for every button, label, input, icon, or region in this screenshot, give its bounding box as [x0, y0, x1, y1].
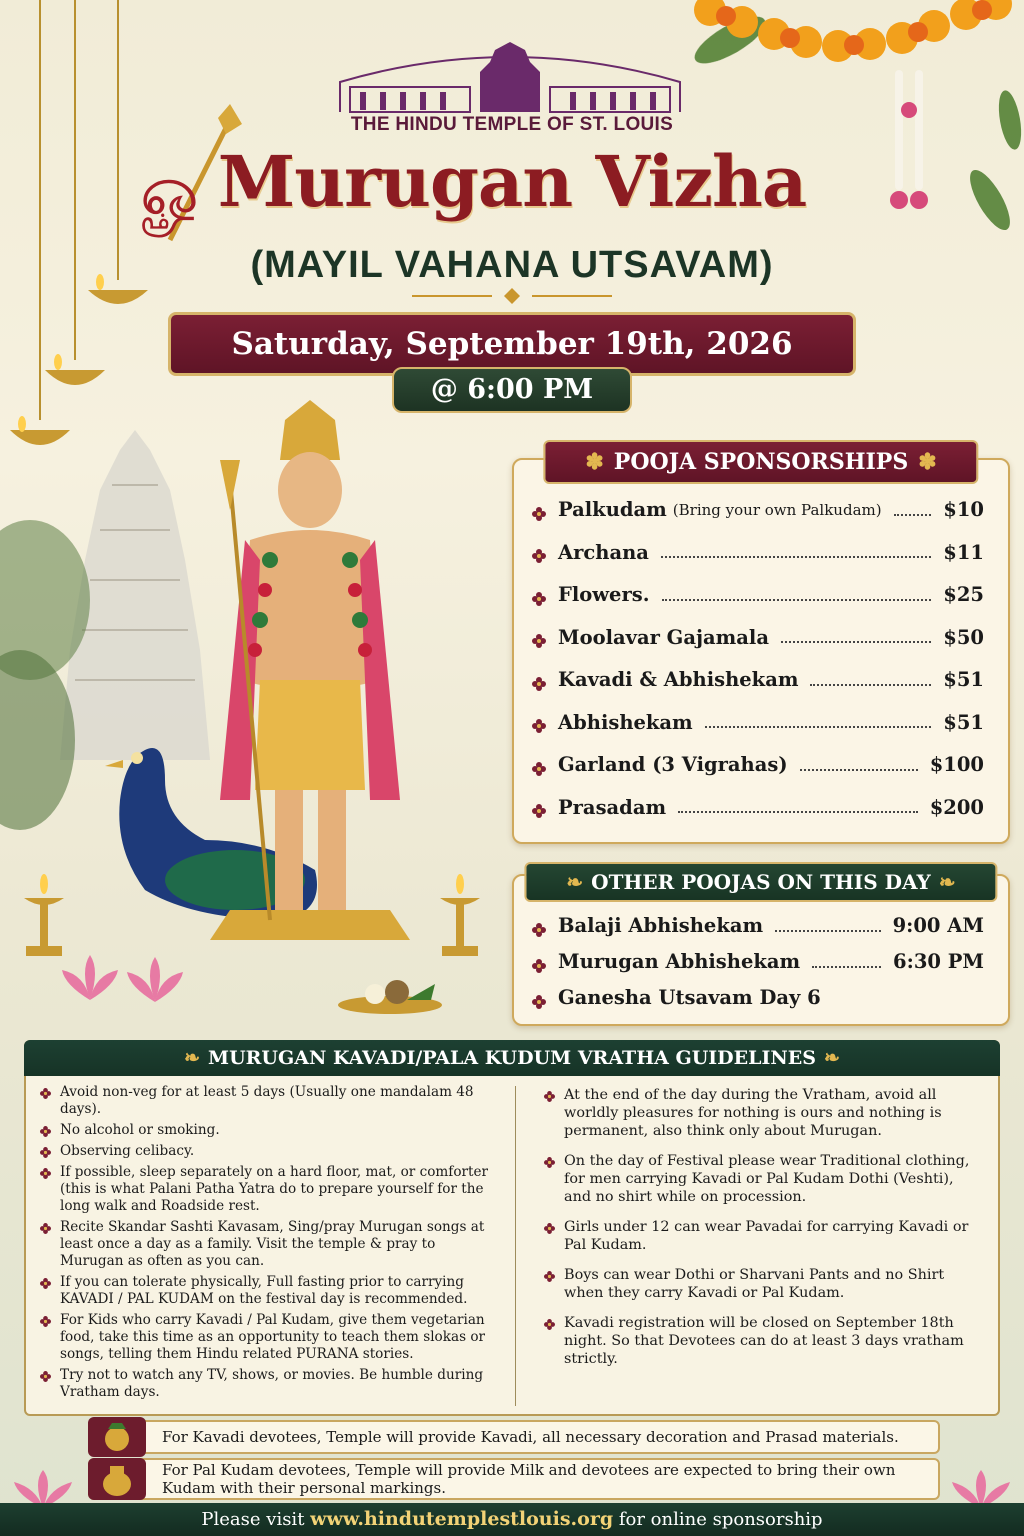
- flower-bullet-icon: [544, 1221, 555, 1232]
- other-heading-text: OTHER POOJAS ON THIS DAY: [591, 870, 931, 894]
- flower-bullet-icon: [40, 1315, 51, 1326]
- ornament-icon: ❧: [184, 1047, 201, 1069]
- guideline-text: If possible, sleep separately on a hard floor, mat, or comforter (this is what Palani Patha Yatra do to prepare yourself for the long walk and Roadside rest.: [60, 1164, 489, 1214]
- pooja-item-name: Palkudam: [558, 498, 667, 521]
- milk-pot-icon: [88, 1458, 146, 1500]
- guidelines-heading-text: MURUGAN KAVADI/PALA KUDUM VRATHA GUIDELINES: [208, 1047, 816, 1069]
- kalash-icon: [88, 1417, 146, 1457]
- offering-plate-icon: [335, 970, 445, 1015]
- guideline-text: If you can tolerate physically, Full fasting prior to carrying KAVADI / PAL KUDAM on the festival day is recommended.: [60, 1274, 468, 1307]
- pooja-sponsorships-panel: [512, 449, 1010, 844]
- flower-bullet-icon: [532, 758, 546, 772]
- pooja-item-name: Kavadi & Abhishekam: [558, 668, 799, 691]
- pooja-item: [514, 583, 1008, 606]
- flower-bullet-icon: [40, 1370, 51, 1381]
- pal-kudam-notice: [88, 1458, 940, 1500]
- pooja-item-price: $100: [929, 753, 984, 776]
- ornament-icon: ❧: [823, 1047, 840, 1069]
- guideline-item: [542, 1218, 982, 1254]
- flower-bullet-icon: [532, 800, 546, 814]
- guideline-item: [38, 1219, 503, 1270]
- murugan-deity-icon: [190, 400, 430, 960]
- column-divider: [515, 1086, 516, 1406]
- flower-bullet-icon: [532, 715, 546, 729]
- om-symbol: ௐ: [140, 150, 210, 232]
- time-badge: @ 6:00 PM: [392, 367, 632, 413]
- guidelines-right-column: [542, 1086, 982, 1380]
- pooja-item-price: $11: [943, 540, 984, 564]
- pooja-item-note: (Bring your own Palkudam): [672, 500, 882, 519]
- other-pooja-item: [514, 914, 1008, 937]
- lamp-icon: [14, 868, 74, 958]
- date-banner: Saturday, September 19th, 2026: [168, 312, 856, 376]
- pooja-item-price: $25: [943, 583, 984, 606]
- flower-bullet-icon: [532, 545, 546, 559]
- pal-kudam-notice-text: For Pal Kudam devotees, Temple will provide Milk and devotees are expected to bring their own Kudam with their personal markings.: [162, 1461, 896, 1497]
- flower-bullet-icon: [532, 955, 546, 969]
- flower-bullet-icon: [40, 1277, 51, 1288]
- leader-dots: [661, 556, 931, 558]
- flower-bullet-icon: [544, 1317, 555, 1328]
- leader-dots: [810, 684, 931, 686]
- flower-bullet-icon: [40, 1125, 51, 1136]
- pooja-item-name: Garland (3 Vigrahas): [558, 753, 788, 776]
- kavadi-notice: [88, 1420, 940, 1454]
- pooja-item: [514, 626, 1008, 649]
- flower-bullet-icon: [544, 1089, 555, 1100]
- pooja-item-price: $50: [943, 625, 984, 649]
- guideline-item: [38, 1122, 503, 1139]
- flower-bullet-icon: [532, 673, 546, 687]
- guideline-item: [38, 1164, 503, 1215]
- guideline-item: [38, 1312, 503, 1363]
- other-pooja-name: Balaji Abhishekam: [558, 914, 764, 937]
- guideline-text: No alcohol or smoking.: [60, 1122, 220, 1138]
- other-pooja-name: Ganesha Utsavam Day 6: [558, 986, 821, 1009]
- pooja-item: [514, 796, 1008, 819]
- pooja-item-price: $200: [929, 795, 984, 819]
- flower-bullet-icon: [544, 1269, 555, 1280]
- guideline-text: Recite Skandar Sashti Kavasam, Sing/pray Murugan songs at least once a day as a family. Visit the temple & pray to Murugan as often as you can.: [60, 1219, 485, 1269]
- flower-bullet-icon: [532, 503, 546, 517]
- ornament-icon: ❧: [566, 870, 584, 894]
- leader-dots: [800, 769, 918, 771]
- guideline-item: [38, 1274, 503, 1308]
- pooja-item-name: Prasadam: [558, 795, 667, 819]
- guideline-text: Boys can wear Dothi or Sharvani Pants and no Shirt when they carry Kavadi or Pal Kudam.: [564, 1267, 945, 1301]
- pooja-item: [514, 668, 1008, 691]
- guideline-item: [542, 1266, 982, 1302]
- leader-dots: [894, 514, 932, 516]
- pooja-item-name: Abhishekam: [558, 710, 693, 734]
- temple-name: THE HINDU TEMPLE OF ST. LOUIS: [350, 114, 674, 135]
- pooja-item-name: Flowers.: [558, 583, 650, 606]
- leader-dots: [662, 599, 932, 601]
- guideline-text: Avoid non-veg for at least 5 days (Usually one mandalam 48 days).: [60, 1084, 474, 1117]
- hanging-lamps-icon: [0, 0, 160, 470]
- flower-bullet-icon: ✽: [918, 449, 937, 475]
- ornament-icon: ❧: [938, 870, 956, 894]
- other-pooja-item: [514, 950, 1008, 973]
- footer-prefix: Please visit: [201, 1509, 305, 1530]
- website-link[interactable]: www.hindutemplestlouis.org: [310, 1508, 614, 1530]
- flower-bullet-icon: [40, 1087, 51, 1098]
- pooja-item: [514, 498, 1008, 521]
- other-pooja-time: 6:30 PM: [893, 950, 984, 973]
- guidelines-heading: [24, 1040, 1000, 1076]
- kavadi-notice-text: For Kavadi devotees, Temple will provide Kavadi, all necessary decoration and Prasad materials.: [162, 1428, 899, 1446]
- other-pooja-name: Murugan Abhishekam: [558, 950, 801, 973]
- flower-bullet-icon: [532, 630, 546, 644]
- guideline-text: Try not to watch any TV, shows, or movies. Be humble during Vratham days.: [60, 1367, 484, 1400]
- guideline-item: [542, 1152, 982, 1206]
- pooja-item-price: $51: [943, 668, 984, 691]
- leader-dots: [705, 726, 932, 728]
- flower-bullet-icon: [532, 991, 546, 1005]
- flower-bullet-icon: [40, 1222, 51, 1233]
- other-pooja-item: [514, 986, 1008, 1009]
- lotus-icon: [60, 950, 190, 1010]
- footer-bar: [0, 1503, 1024, 1536]
- pooja-item: [514, 711, 1008, 734]
- pooja-item-price: $10: [943, 498, 984, 521]
- pooja-heading-text: POOJA SPONSORSHIPS: [613, 449, 909, 475]
- pooja-item-price: $51: [943, 710, 984, 734]
- pooja-item-name: Archana: [558, 540, 649, 564]
- footer-suffix: for online sponsorship: [618, 1509, 823, 1530]
- other-poojas-panel: [512, 870, 1010, 1026]
- leader-dots: [775, 930, 880, 932]
- guideline-text: On the day of Festival please wear Traditional clothing, for men carrying Kavadi or Pal Kudam Dothi (Veshti), and no shirt while on procession.: [564, 1153, 970, 1205]
- page-subtitle: (MAYIL VAHANA UTSAVAM): [250, 244, 774, 286]
- pooja-item-name: Moolavar Gajamala: [558, 625, 769, 649]
- guideline-item: [38, 1084, 503, 1118]
- guideline-text: Girls under 12 can wear Pavadai for carrying Kavadi or Pal Kudam.: [564, 1219, 969, 1253]
- flower-bullet-icon: [532, 919, 546, 933]
- other-poojas-heading: [524, 862, 997, 902]
- flower-bullet-icon: [532, 588, 546, 602]
- pooja-item: [514, 541, 1008, 564]
- guideline-item: [38, 1143, 503, 1160]
- flower-bullet-icon: [40, 1146, 51, 1157]
- flower-bullet-icon: ✽: [585, 449, 604, 475]
- guideline-text: Observing celibacy.: [60, 1143, 195, 1159]
- flower-bullet-icon: [544, 1155, 555, 1166]
- divider-ornament-icon: [412, 288, 612, 304]
- guideline-text: Kavadi registration will be closed on September 18th night. So that Devotees can do at least 3 days vratham strictly.: [564, 1315, 964, 1367]
- leader-dots: [678, 811, 918, 813]
- flower-bullet-icon: [40, 1167, 51, 1178]
- guidelines-left-column: [38, 1084, 503, 1405]
- temple-logo-icon: [330, 42, 690, 114]
- guideline-item: [542, 1314, 982, 1368]
- guideline-text: For Kids who carry Kavadi / Pal Kudam, give them vegetarian food, take this time as an opportunity to teach them slokas or songs, telling them Hindu related PURANA stories.: [60, 1312, 486, 1362]
- page-title: Murugan Vizha: [217, 140, 807, 223]
- leader-dots: [781, 641, 931, 643]
- other-pooja-time: 9:00 AM: [892, 914, 984, 937]
- guideline-item: [38, 1367, 503, 1401]
- guideline-item: [542, 1086, 982, 1140]
- leader-dots: [812, 966, 881, 968]
- pooja-sponsorships-heading: [543, 440, 978, 484]
- guideline-text: At the end of the day during the Vratham, avoid all worldly pleasures for nothing is ours and nothing is permanent, also think only about Murugan.: [564, 1087, 942, 1139]
- pooja-item: [514, 753, 1008, 776]
- lamp-icon: [430, 868, 490, 958]
